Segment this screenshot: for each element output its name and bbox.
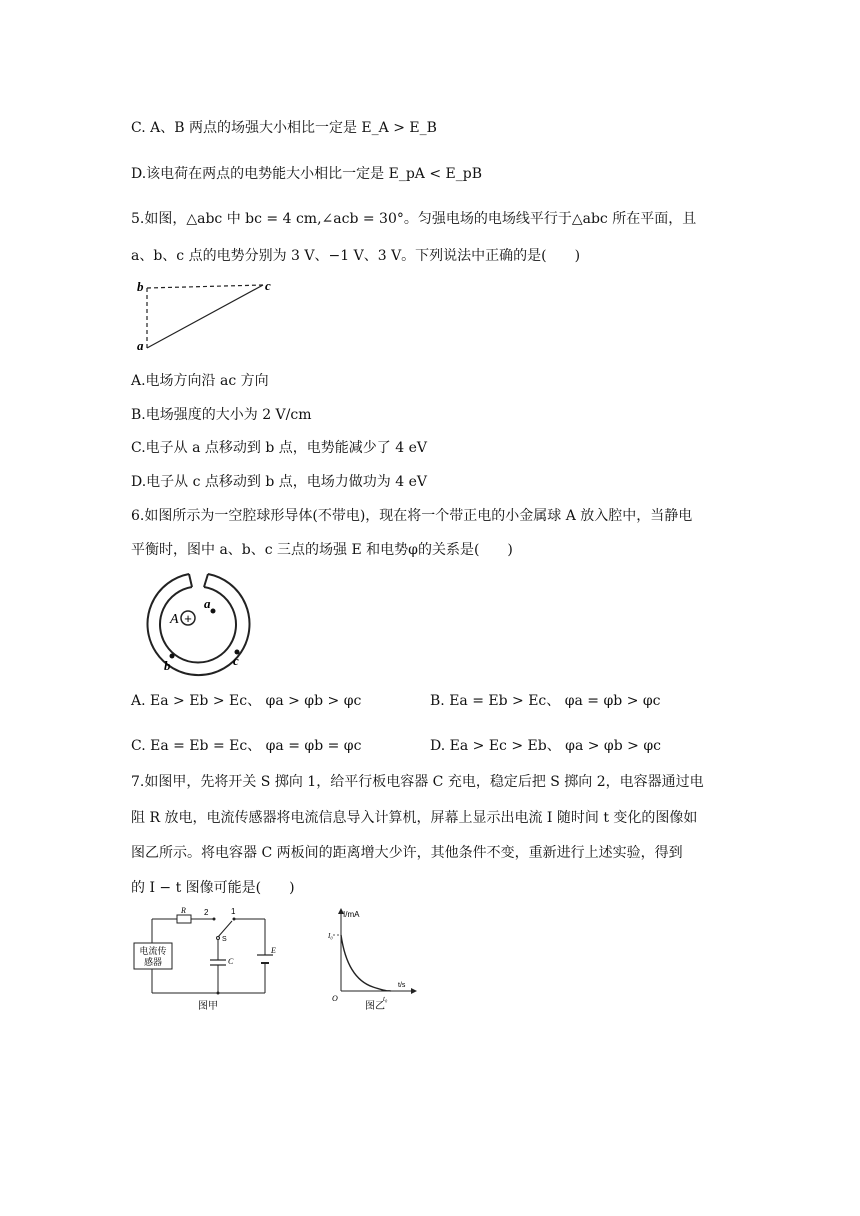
q5-label-a: a bbox=[137, 338, 144, 353]
q5-stem-line2: a、b、c 点的电势分别为 3 V、−1 V、3 V。下列说法中正确的是( ) bbox=[131, 248, 581, 264]
q7-caption-jia: 图甲 bbox=[198, 1001, 218, 1012]
q5-option-b: B.电场强度的大小为 2 V/cm bbox=[131, 407, 312, 423]
q7-graph-origin: O bbox=[332, 994, 338, 1003]
q7-graph-ylabel: I/mA bbox=[343, 910, 360, 919]
q6-label-A: A bbox=[170, 612, 179, 627]
q6-option-c: C. Ea = Eb = Ec、 φa = φb = φc bbox=[131, 738, 362, 754]
q7-graph-t0: t₀ bbox=[383, 995, 388, 1003]
q6-option-b: B. Ea = Eb > Ec、 φa = φb > φc bbox=[430, 693, 661, 709]
q6-option-d: D. Ea > Ec > Eb、 φa > φb > φc bbox=[430, 738, 661, 754]
q6-stem-line2: 平衡时，图中 a、b、c 三点的场强 E 和电势φ的关系是( ) bbox=[131, 542, 513, 558]
q4-option-d: D.该电荷在两点的电势能大小相比一定是 E_pA < E_pB bbox=[131, 166, 483, 182]
q7-label-1: 1 bbox=[231, 907, 236, 916]
q6-label-c: c bbox=[233, 653, 239, 668]
q5-label-b: b bbox=[137, 279, 144, 294]
q6-spherical-shell-figure bbox=[134, 568, 254, 676]
q7-label-R: R bbox=[181, 906, 186, 915]
q7-graph-xlabel: t/s bbox=[398, 982, 406, 989]
q7-label-S: S bbox=[222, 936, 227, 943]
q4-option-c: C. A、B 两点的场强大小相比一定是 E_A > E_B bbox=[131, 120, 437, 136]
q7-label-2: 2 bbox=[204, 908, 209, 917]
q6-label-a: a bbox=[204, 596, 211, 611]
q5-option-d: D.电子从 c 点移动到 b 点，电场力做功为 4 eV bbox=[131, 474, 427, 490]
q5-stem-line1: 5.如图，△abc 中 bc = 4 cm,∠acb = 30°。匀强电场的电场线平行于△abc 所在平面，且 bbox=[131, 211, 697, 227]
q7-sensor-label-2: 感器 bbox=[143, 957, 163, 967]
q7-label-C: C bbox=[228, 957, 234, 966]
q7-current-time-graph bbox=[325, 905, 425, 1015]
q5-option-c: C.电子从 a 点移动到 b 点，电势能减少了 4 eV bbox=[131, 440, 427, 456]
q7-circuit-diagram bbox=[130, 905, 280, 1015]
q6-stem-line1: 6.如图所示为一空腔球形导体(不带电)，现在将一个带正电的小金属球 A 放入腔中，当静电 bbox=[131, 508, 693, 524]
q5-option-a: A.电场方向沿 ac 方向 bbox=[131, 373, 269, 389]
q6-plus-sign: + bbox=[184, 611, 192, 626]
q7-stem-line4: 的 I − t 图像可能是( ) bbox=[131, 880, 295, 896]
q7-sensor-label-1: 电流传 bbox=[139, 946, 167, 956]
q5-triangle-figure bbox=[135, 278, 285, 358]
q7-stem-line1: 7.如图甲，先将开关 S 掷向 1，给平行板电容器 C 充电，稳定后把 S 掷向 2，电容器通过电 bbox=[131, 774, 704, 790]
q6-label-b: b bbox=[164, 658, 171, 673]
q7-label-E: E bbox=[271, 946, 276, 955]
q7-caption-yi: 图乙 bbox=[365, 1001, 385, 1012]
q6-option-a: A. Ea > Eb > Ec、 φa > φb > φc bbox=[131, 693, 362, 709]
q7-graph-I0: I₀ bbox=[328, 932, 333, 940]
q7-stem-line2: 阻 R 放电，电流传感器将电流信息导入计算机，屏幕上显示出电流 I 随时间 t 变化的图像如 bbox=[131, 810, 698, 826]
q5-label-c: c bbox=[265, 278, 271, 293]
q7-stem-line3: 图乙所示。将电容器 C 两板间的距离增大少许，其他条件不变，重新进行上述实验，得到 bbox=[131, 845, 683, 861]
